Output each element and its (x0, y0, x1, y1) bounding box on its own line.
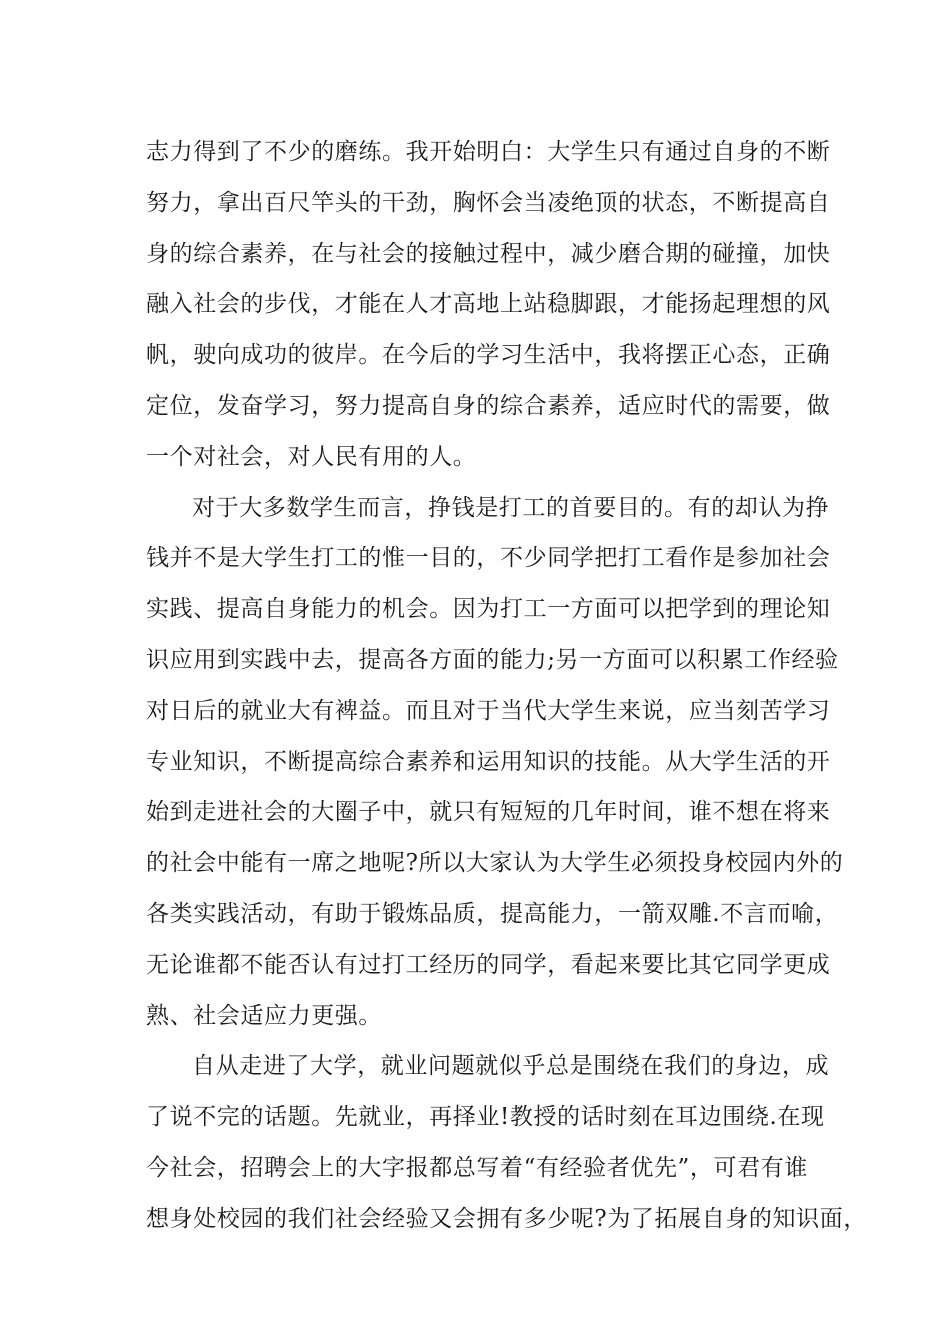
text-line: 对日后的就业大有裨益。而且对于当代大学生来说，应当刻苦学习 (146, 697, 831, 724)
text-line: 的社会中能有一席之地呢?所以大家认为大学生必须投身校园内外的 (146, 850, 844, 877)
text-line: 努力，拿出百尺竿头的干劲，胸怀会当凌绝顶的状态，不断提高自 (146, 189, 831, 216)
text-line: 识应用到实践中去，提高各方面的能力;另一方面可以积累工作经验 (146, 646, 839, 673)
paragraph-first-line: 自从走进了大学，就业问题就似乎总是围绕在我们的身边，成 (192, 1053, 830, 1080)
text-line: 定位，发奋学习，努力提高自身的综合素养，适应时代的需要，做 (146, 392, 831, 419)
text-line: 各类实践活动，有助于锻炼品质，提高能力，一箭双雕.不言而喻， (146, 900, 839, 927)
text-line: 无论谁都不能否认有过打工经历的同学，看起来要比其它同学更成 (146, 951, 831, 978)
text-line: 了说不完的话题。先就业，再择业!教授的话时刻在耳边围绕.在现 (146, 1104, 825, 1131)
body-text (146, 127, 867, 1245)
text-line: 今社会，招聘会上的大字报都总写着“有经验者优先”，可君有谁 (146, 1154, 808, 1181)
text-line: 想身处校园的我们社会经验又会拥有多少呢?为了拓展自身的知识面， (146, 1205, 867, 1232)
text-line: 钱并不是大学生打工的惟一目的，不少同学把打工看作是参加社会 (146, 545, 831, 572)
text-line: 融入社会的步伐，才能在人才高地上站稳脚跟，才能扬起理想的风 (146, 291, 831, 318)
text-line: 一个对社会，对人民有用的人。 (146, 443, 477, 470)
text-line: 始到走进社会的大圈子中，就只有短短的几年时间，谁不想在将来 (146, 799, 831, 826)
text-line: 身的综合素养，在与社会的接触过程中，减少磨合期的碰撞，加快 (146, 240, 831, 267)
text-line: 帆，驶向成功的彼岸。在今后的学习生活中，我将摆正心态，正确 (146, 342, 831, 369)
paragraph-first-line: 对于大多数学生而言，挣钱是打工的首要目的。有的却认为挣 (192, 494, 830, 521)
text-line: 实践、提高自身能力的机会。因为打工一方面可以把学到的理论知 (146, 596, 831, 623)
text-line: 专业知识，不断提高综合素养和运用知识的技能。从大学生活的开 (146, 748, 831, 775)
text-line: 志力得到了不少的磨练。我开始明白：大学生只有通过自身的不断 (146, 139, 831, 165)
text-line: 熟、社会适应力更强。 (146, 1002, 382, 1029)
